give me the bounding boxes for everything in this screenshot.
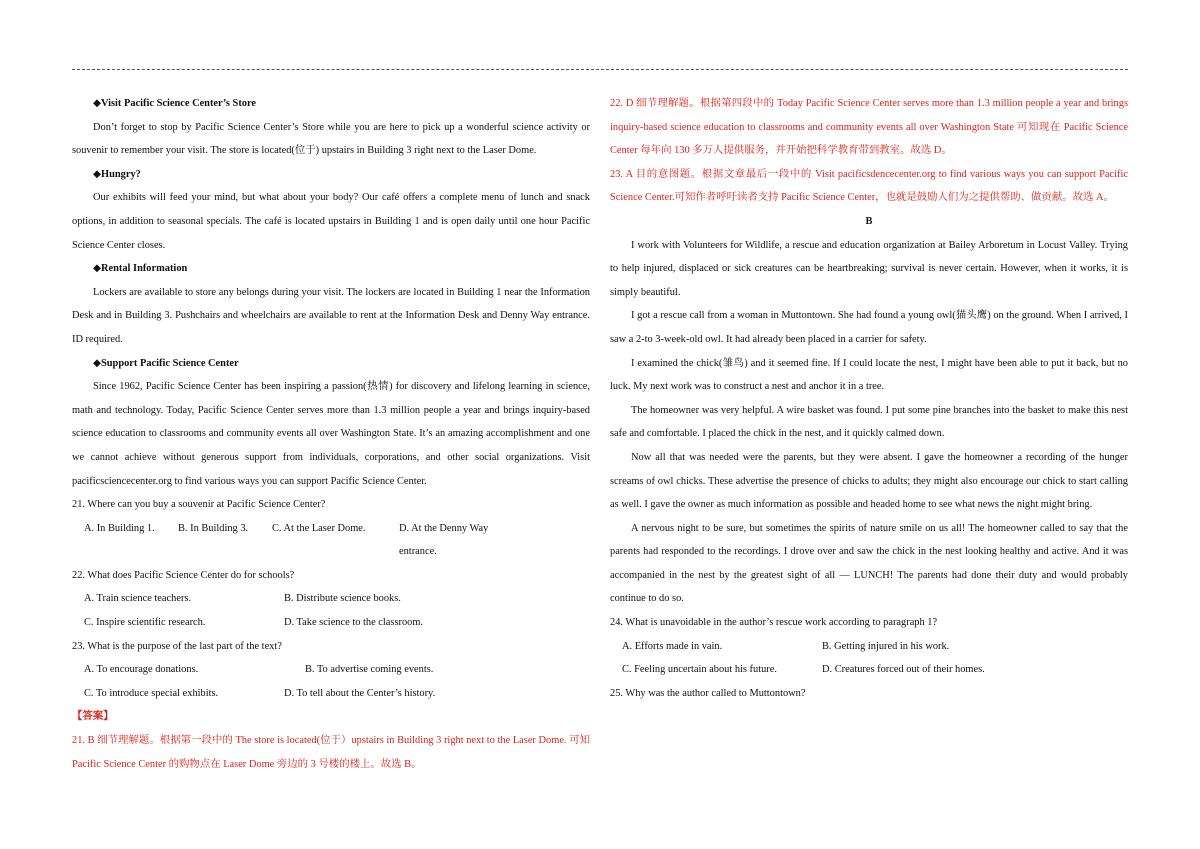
passage-b-paragraph-6: A nervous night to be sure, but sometimes the spirits of nature smile on us all! The homeowner called to say that the parents had responded to the recordings. I drove over and saw the chick in the nest looking healthy and active. And it was accompanied in the nest by the greatest sight of all — LUNCH! The parents had done their duty and would probably continue to do so. [610, 522, 1128, 605]
passage-b-paragraph-5: Now all that was needed were the parents, but they were absent. I gave the homeowner a recording of the hunger screams of owl chicks. These advertise the presence of chicks to adults; they might also encourage our chick to start calling as well. I gave the owner as much information as possible and headed home to see what news the night might bring. [610, 451, 1128, 511]
answer-label: 【答案】 [72, 711, 114, 723]
question-22-options-row1 [72, 587, 590, 611]
question-24-options-row1 [610, 635, 1128, 659]
option-24b: B. Getting injured in his work. [822, 640, 950, 652]
option-21b: B. In Building 3. [178, 522, 249, 534]
question-25: 25. Why was the author called to Muttontown? [610, 687, 806, 699]
question-21-options [72, 517, 590, 564]
hungry-paragraph: Our exhibits will feed your mind, but what about your body? Our café offers a complete menu of lunch and snack options, in addition to seasonal specials. The café is located upstairs in Building 1 and is open daily until one hour Pacific Science Center closes. [72, 192, 590, 251]
option-22b: B. Distribute science books. [284, 593, 401, 605]
passage-b-paragraph-3: I examined the chick(雏鸟) and it seemed fine. If I could locate the nest, I might have been able to put it back, but no luck. My next work was to construct a nest and anchor it in a tree. [610, 357, 1128, 393]
passage-b-paragraph-4: The homeowner was very helpful. A wire basket was found. I put some pine branches into the basket to make this nest safe and comfortable. I placed the chick in the nest, and it quickly calmed down. [610, 404, 1128, 440]
question-23: 23. What is the purpose of the last part of the text? [72, 640, 282, 652]
right-column [610, 92, 1128, 705]
passage-b-paragraph-1: I work with Volunteers for Wildlife, a rescue and education organization at Bailey Arboretum in Locust Valley. Trying to help injured, displaced or sick creatures can be heartbreaking; survival is never certain. However, when it works, it is simply beautiful. [610, 239, 1128, 298]
option-23d: D. To tell about the Center’s history. [284, 687, 436, 699]
section-b-heading: B [865, 215, 873, 227]
question-22: 22. What does Pacific Science Center do for schools? [72, 569, 295, 581]
support-heading: ◆Support Pacific Science Center [93, 357, 239, 369]
answer-22: 22. D 细节理解题。根据第四段中的 Today Pacific Science Center serves more than 1.3 million people a year and brings inquiry-based science education to classrooms and community events all over Washington State 可知现在 Pacific Science Center 每年向 130 多万人提供服务，并开始把科学教育带到教室。故选 D。 [610, 98, 1128, 157]
hungry-heading: ◆Hungry? [93, 168, 141, 180]
store-heading: ◆Visit Pacific Science Center’s Store [93, 98, 257, 109]
rental-paragraph: Lockers are available to store any belongs during your visit. The lockers are located in Building 1 near the Information Desk and in Building 3. Pushchairs and wheelchairs are available to rent at the Information Desk and Denny Way entrance. ID required. [72, 286, 590, 345]
header-rule [72, 69, 1128, 70]
option-22c: C. Inspire scientific research. [84, 617, 206, 629]
question-24-options-row2 [610, 658, 1128, 682]
option-23b: B. To advertise coming events. [305, 664, 434, 676]
option-24c: C. Feeling uncertain about his future. [622, 664, 777, 676]
option-21c: C. At the Laser Dome. [272, 522, 366, 534]
option-22a: A. Train science teachers. [84, 593, 192, 605]
option-23a: A. To encourage donations. [84, 664, 199, 676]
option-21d: D. At the Denny Way entrance. [399, 522, 489, 558]
store-paragraph: Don’t forget to stop by Pacific Science Center’s Store while you are here to pick up a wonderful science activity or souvenir to remember your visit. The store is located(位于) upstairs in Building 3 right next to the Laser Dome. [72, 121, 590, 157]
option-23c: C. To introduce special exhibits. [84, 687, 219, 699]
left-column [72, 92, 590, 776]
question-21: 21. Where can you buy a souvenir at Pacific Science Center? [72, 499, 326, 511]
answer-23: 23. A 目的意图题。根据文章最后一段中的 Visit pacificsdencecenter.org to find various ways you can support Pacific Science Center.可知作者呼吁读者支持 Pacific Science Center，也就是鼓励人们为之提供帮助、做贡献。故选 A。 [610, 168, 1128, 204]
option-24d: D. Creatures forced out of their homes. [822, 664, 985, 676]
question-22-options-row2 [72, 611, 590, 635]
passage-b-paragraph-2: I got a rescue call from a woman in Muttontown. She had found a young owl(猫头鹰) on the ground. When I arrived, I saw a 2-to 3-week-old owl. It had already been placed in a carrier for safety. [610, 310, 1128, 345]
question-23-options-row2 [72, 682, 590, 706]
rental-heading: ◆Rental Information [93, 263, 188, 275]
question-24: 24. What is unavoidable in the author’s rescue work according to paragraph 1? [610, 617, 938, 629]
support-paragraph: Since 1962, Pacific Science Center has been inspiring a passion(热情) for discovery and lifelong learning in science, math and technology. Today, Pacific Science Center serves more than 1.3 million people a year and brings inquiry-based science education to classrooms and community events all over Washington State. It’s an amazing accomplishment and one we cannot achieve without generous support from individuals, corporations, and other social organizations. Visit pacificsciencecenter.org to find various ways you can support Pacific Science Center. [72, 381, 590, 487]
answer-21: 21. B 细节理解题。根据第一段中的 The store is located(位于）upstairs in Building 3 right next to the Laser Dome. 可知 Pacific Science Center 的购物点在 Laser Dome 旁边的 3 号楼的楼上。故选 B。 [72, 735, 590, 770]
option-24a: A. Efforts made in vain. [622, 640, 723, 652]
option-21a: A. In Building 1. [84, 522, 155, 534]
option-22d: D. Take science to the classroom. [284, 617, 424, 629]
question-23-options-row1 [72, 658, 590, 682]
